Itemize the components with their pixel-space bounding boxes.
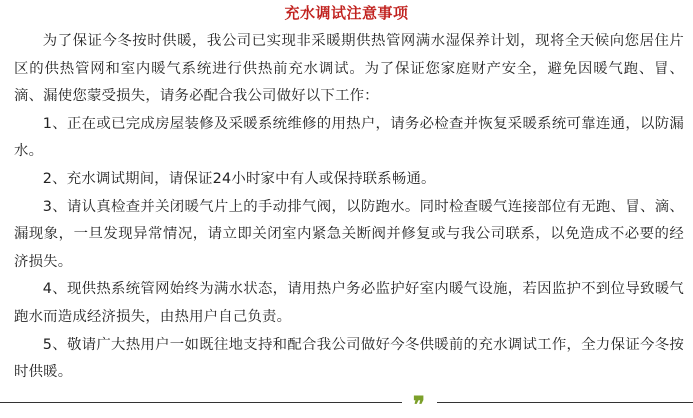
divider-right (437, 402, 693, 403)
notice-body (14, 28, 684, 387)
notice-item-3: 3、请认真检查并关闭暖气片上的手动排气阀，以防跑水。同时检查暖气连接部位有无跑、冒、滴、漏现象，一旦发现异常情况，请立即关闭室内紧急关断阀并修复或与我公司联系，以免造成不必要的经济损失。 (14, 198, 684, 270)
footer-divider (0, 401, 693, 411)
notice-item-4: 4、现供热系统管网始终为满水状态，请用热户务必监护好室内暖气设施，若因监护不到位导致暖气跑水而造成经济损失，由热用户自己负责。 (14, 281, 684, 325)
divider-left (0, 402, 402, 403)
notice-item-2: 2、充水调试期间，请保证24小时家中有人或保持联系畅通。 (42, 170, 436, 187)
quote-icon: ❞ (413, 392, 425, 418)
notice-item-5: 5、敬请广大热用户一如既往地支持和配合我公司做好今冬供暖前的充水调试工作，全力保证今冬按时供暖。 (14, 336, 684, 381)
intro-paragraph: 为了保证今冬按时供暖，我公司已实现非采暖期供热管网满水湿保养计划，现将全天候向您居住片区的供热管网和室内暖气系统进行供热前充水调试。为了保证您家庭财产安全，避免因暖气跑、冒、滴、漏使您蒙受损失，请务必配合我公司做好以下工作： (14, 33, 684, 105)
notice-title: 充水调试注意事项 (284, 4, 409, 22)
notice-item-1: 1、正在或已完成房屋装修及采暖系统维修的用热户，请务必检查并恢复采暖系统可靠连通，以防漏水。 (14, 115, 684, 160)
